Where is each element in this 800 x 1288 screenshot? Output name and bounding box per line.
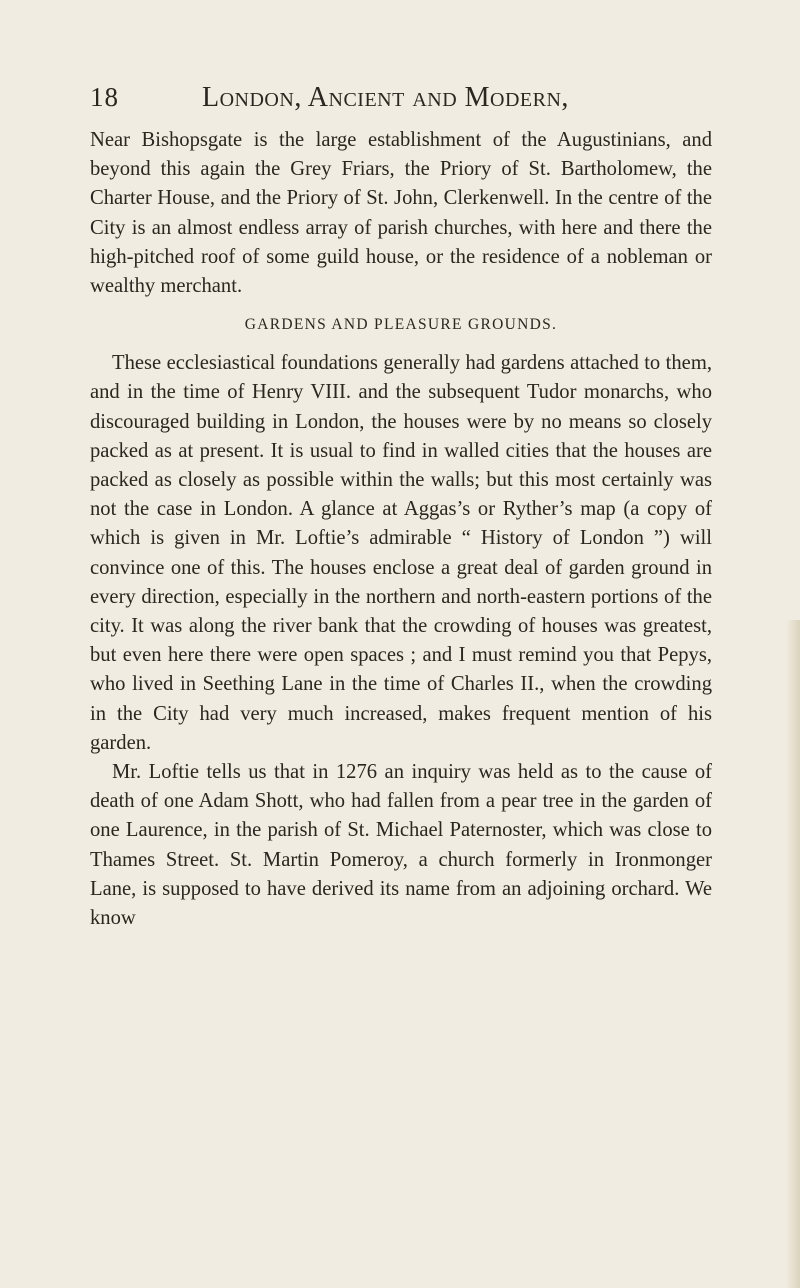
section-heading: GARDENS AND PLEASURE GROUNDS. <box>244 316 558 334</box>
paragraph-1: Near Bishopsgate is the large establishment of the Augustinians, and beyond this again the Grey Friars, the Priory of St. Bartholomew, the Charter House, and the Priory of St. John, Clerkenwell. In the centre of the City is an almost endless array of parish churches, with here and there the high-pitched roof of some guild house, or the residence of a nobleman or wealthy merchant. <box>90 129 712 298</box>
page-number: 18 <box>90 82 119 112</box>
page-header <box>90 82 712 122</box>
page-edge-shadow <box>786 620 800 1288</box>
page-body <box>90 126 712 933</box>
running-head: London, Ancient and Modern, <box>202 82 569 113</box>
paragraph-2: These ecclesiastical foundations generally had gardens attached to them, and in the time of Henry VIII. and the subsequent Tudor monarchs, who discouraged building in London, the houses were by no means so closely packed as at present. It is usual to find in walled cities that the houses are packed as closely as possible within the walls; but this most certainly was not the case in London. A glance at Aggas’s or Ryther’s map (a copy of which is given in Mr. Loftie’s admirable “ History of London ”) will convince one of this. The houses enclose a great deal of garden ground in every direction, especially in the northern and north-eastern portions of the city. It was along the river bank that the crowding of houses was greatest, but even here there were open spaces ; and I must remind you that Pepys, who lived in Seething Lane in the time of Charles II., when the crowding in the City had very much increased, makes frequent mention of his garden. <box>90 352 712 754</box>
paragraph-3: Mr. Loftie tells us that in 1276 an inquiry was held as to the cause of death of one Adam Shott, who had fallen from a pear tree in the garden of one Laurence, in the parish of St. Michael Paternoster, which was close to Thames Street. St. Martin Pomeroy, a church formerly in Ironmonger Lane, is supposed to have derived its name from an adjoining orchard. We know <box>90 761 712 930</box>
